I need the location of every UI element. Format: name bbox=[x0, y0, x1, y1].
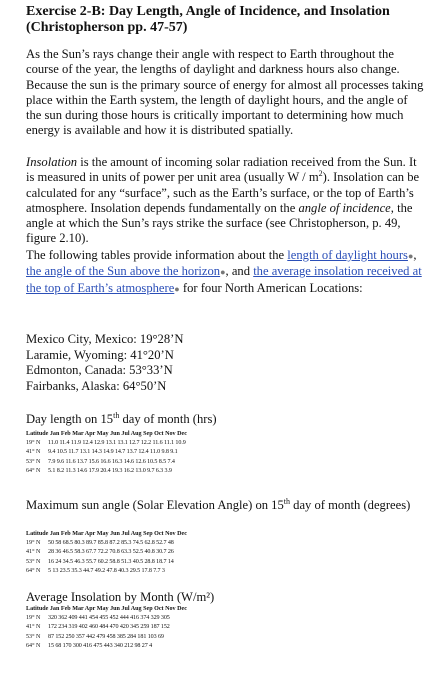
sun-angle-link[interactable]: the angle of the Sun above the horizon bbox=[26, 264, 221, 279]
latitude-cell: 64° N bbox=[26, 467, 41, 474]
exercise-title: Exercise 2-B: Day Length, Angle of Incidence, and Insolation (Christopherson pp. 47-57) bbox=[26, 4, 390, 35]
table-row bbox=[26, 614, 276, 623]
tables-text-d: for four North American Locations: bbox=[179, 280, 363, 295]
external-link-icon: ● bbox=[220, 267, 226, 278]
angle-of-incidence-term: angle of incidence bbox=[298, 200, 391, 215]
values-cell: 320 362 409 441 454 455 452 444 416 374 329 305 bbox=[48, 615, 170, 622]
day-length-heading-b: day of month (hrs) bbox=[119, 412, 217, 426]
tables-text-c: , and bbox=[225, 264, 254, 279]
insolation-table-heading: Average Insolation by Month (W/m²) bbox=[26, 590, 215, 604]
table-row bbox=[26, 448, 276, 457]
sun-angle-heading-b: day of month (degrees) bbox=[290, 498, 411, 512]
table-header: Latitude Jan Feb Mar Apr May Jun Jul Aug Sep Oct Nov Dec bbox=[26, 431, 187, 437]
values-cell: 28 36 46.5 58.3 67.7 72.2 70.8 63.3 52.5 40.8 30.7 26 bbox=[48, 549, 174, 556]
values-cell: 9.4 10.5 11.7 13.1 14.3 14.9 14.7 13.7 12.4 11.0 9.8 9.1 bbox=[48, 449, 178, 456]
table-row bbox=[26, 642, 276, 651]
location-item: Mexico City, Mexico: 19°28’N bbox=[26, 332, 184, 346]
table-row bbox=[26, 458, 276, 467]
sun-angle-table bbox=[26, 530, 276, 576]
location-item: Fairbanks, Alaska: 64°50’N bbox=[26, 378, 167, 393]
latitude-cell: 53° N bbox=[26, 633, 41, 640]
tables-intro-paragraph bbox=[26, 248, 426, 297]
latitude-cell: 64° N bbox=[26, 567, 41, 574]
table-header: Latitude Jan Feb Mar Apr May Jun Jul Aug Sep Oct Nov Dec bbox=[26, 606, 187, 612]
values-cell: 7.9 9.6 11.6 13.7 15.6 16.6 16.3 14.6 12.6 10.5 8.5 7.4 bbox=[48, 458, 175, 465]
insolation-text-a: is the amount of incoming solar radiation received from the Sun. It is measured in units of power per unit area (usually W / m bbox=[26, 155, 417, 185]
values-cell: 87 152 250 357 442 479 458 385 284 181 103 69 bbox=[48, 633, 164, 640]
sun-angle-heading-a: Maximum sun angle (Solar Elevation Angle) on 15 bbox=[26, 498, 284, 512]
insolation-link[interactable]: the average insolation received at the top of Earth’s atmosphere bbox=[26, 264, 422, 295]
day-length-heading-sup: th bbox=[113, 410, 120, 420]
table-row bbox=[26, 633, 276, 642]
values-cell: 172 234 319 402 460 484 470 420 345 259 187 152 bbox=[48, 624, 170, 631]
latitude-cell: 19° N bbox=[26, 540, 41, 547]
latitude-cell: 41° N bbox=[26, 624, 41, 631]
values-cell: 15 68 170 300 416 475 443 340 212 98 27 4 bbox=[48, 642, 153, 649]
values-cell: 50 58 68.5 80.3 89.7 85.8 87.2 85.3 74.5 62.8 52.7 48 bbox=[48, 540, 174, 547]
insolation-text-c: , the angle at which the Sun’s rays strike the surface (see Christopherson, p. 49, figure 2.10). bbox=[26, 200, 413, 246]
external-link-icon: ● bbox=[174, 283, 180, 294]
table-row bbox=[26, 467, 276, 476]
sun-angle-heading bbox=[26, 498, 426, 513]
table-row bbox=[26, 548, 276, 557]
location-list bbox=[26, 332, 183, 394]
values-cell: 11.0 11.4 11.9 12.4 12.9 13.1 13.1 12.7 12.2 11.6 11.1 10.9 bbox=[48, 440, 186, 447]
values-cell: 5.1 8.2 11.3 14.6 17.9 20.4 19.3 16.2 13.0 9.7 6.3 3.9 bbox=[48, 467, 172, 474]
table-row bbox=[26, 623, 276, 632]
squared-superscript: 2 bbox=[318, 169, 323, 179]
latitude-cell: 19° N bbox=[26, 440, 41, 447]
day-length-heading-a: Day length on 15 bbox=[26, 412, 114, 426]
sun-angle-heading-sup: th bbox=[283, 496, 291, 506]
insolation-paragraph bbox=[26, 155, 426, 247]
day-length-heading bbox=[26, 412, 426, 427]
latitude-cell: 41° N bbox=[26, 549, 41, 556]
location-item: Edmonton, Canada: 53°33’N bbox=[26, 363, 173, 378]
table-header: Latitude Jan Feb Mar Apr May Jun Jul Aug Sep Oct Nov Dec bbox=[26, 531, 187, 537]
tables-text-b: , bbox=[413, 248, 417, 262]
insolation-table bbox=[26, 605, 276, 651]
location-item: Laramie, Wyoming: 41°20’N bbox=[26, 347, 174, 362]
tables-text-a: The following tables provide information about the bbox=[26, 248, 288, 262]
latitude-cell: 53° N bbox=[26, 558, 41, 565]
values-cell: 16 24 34.5 46.3 55.7 60.2 58.8 51.3 40.5 28.8 18.7 14 bbox=[48, 558, 174, 565]
latitude-cell: 19° N bbox=[26, 615, 41, 622]
values-cell: 5 13 23.5 35.3 44.7 49.2 47.8 40.3 29.5 17.8 7.7 3 bbox=[48, 567, 165, 574]
latitude-cell: 41° N bbox=[26, 449, 41, 456]
table-row bbox=[26, 439, 276, 448]
external-link-icon: ● bbox=[407, 251, 414, 261]
table-row bbox=[26, 558, 276, 567]
table-row bbox=[26, 567, 276, 576]
intro-paragraph: As the Sun’s rays change their angle with respect to Earth throughout the course of the year, the lengths of daylight and darkness hours also change. Because the sun is the primary source of energy for almost all processes taking place within the Earth system, the length of daylight hours, and the angle of the sun during those hours is critically important to determining how much energy is available and how it is distributed spatially. bbox=[26, 47, 424, 138]
table-row bbox=[26, 539, 276, 548]
latitude-cell: 64° N bbox=[26, 642, 41, 649]
insolation-term: Insolation bbox=[26, 155, 78, 169]
latitude-cell: 53° N bbox=[26, 458, 41, 465]
day-length-link[interactable]: length of daylight hours bbox=[287, 248, 408, 262]
insolation-text-b: ). Insolation can be calculated for any “surface”, such as the Earth’s surface, or the top of Earth’s atmosphere. Insolation depends fundamentally on the bbox=[26, 170, 420, 215]
day-length-table bbox=[26, 430, 276, 476]
